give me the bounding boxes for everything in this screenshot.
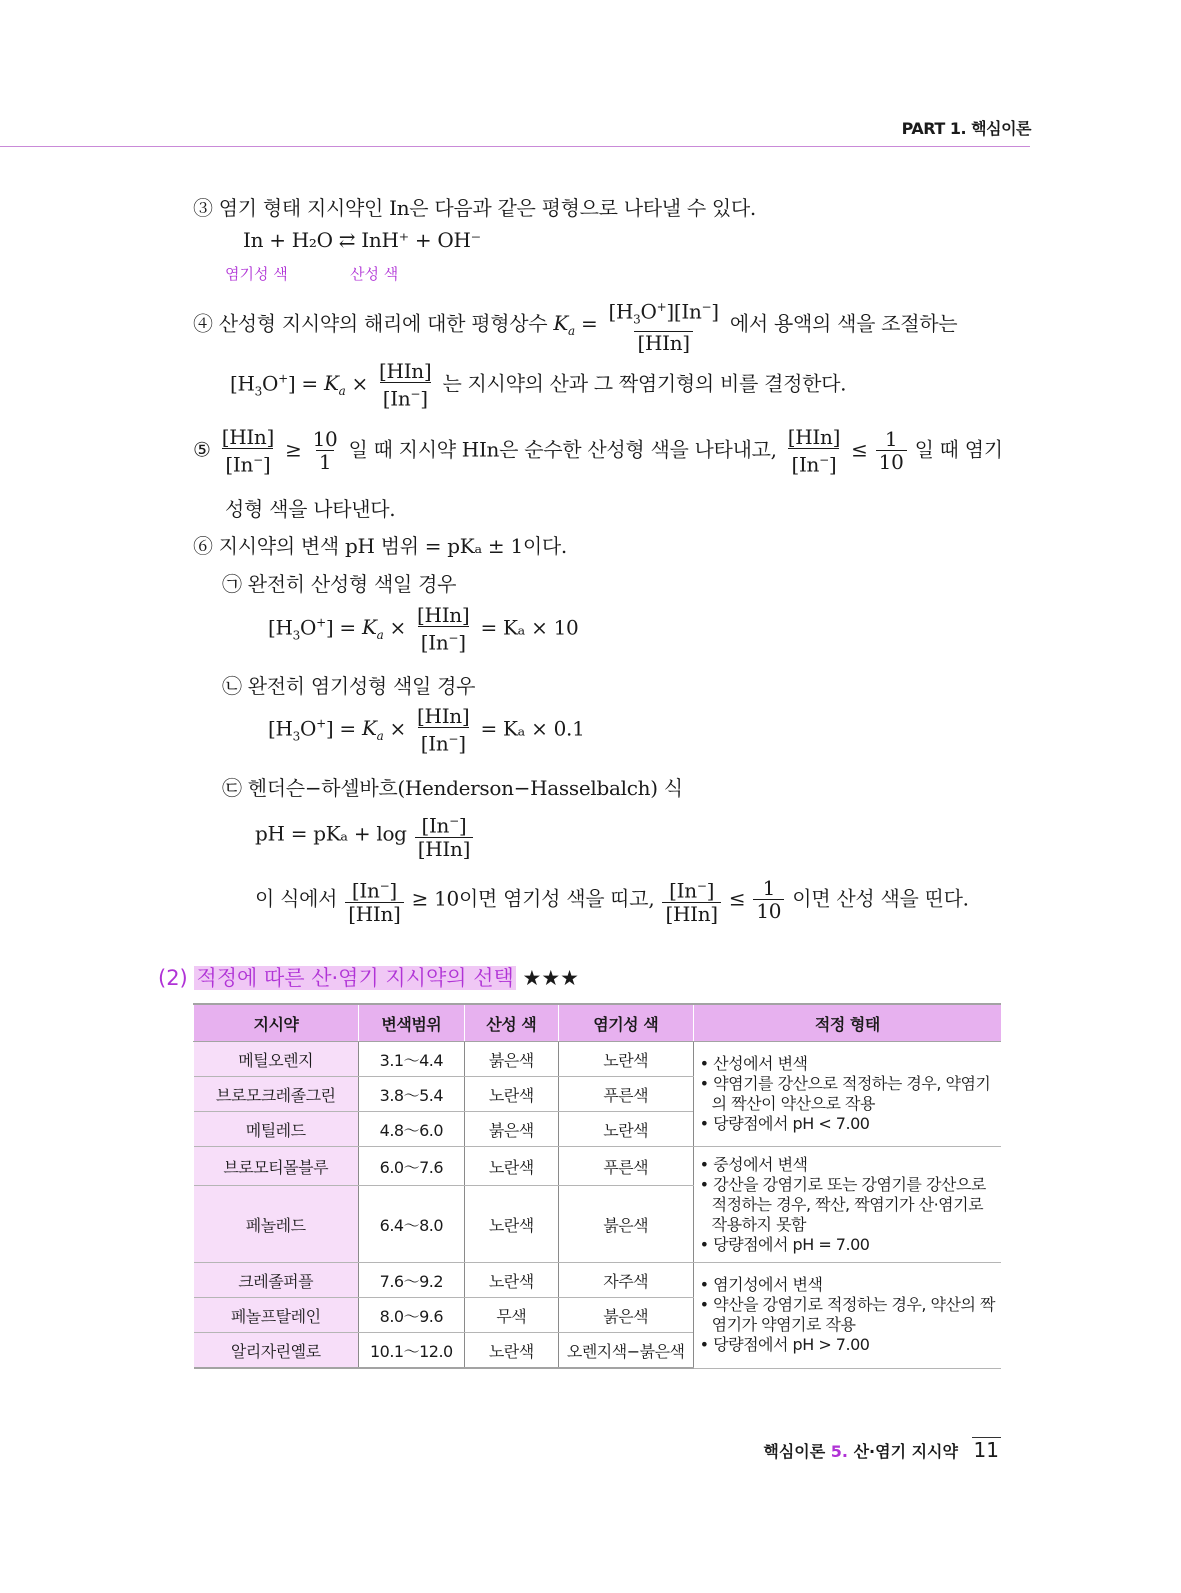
item-6b-tail: = Kₐ × 0.1 [480,716,585,741]
item-6a-title: ㉠ 완전히 산성형 색일 경우 [222,572,457,596]
item-4-prefix: ④ 산성형 지시약의 해리에 대한 평형상수 [193,311,548,336]
transition-range: 6.4～8.0 [358,1186,464,1263]
table-header: 지시약 [194,1004,359,1042]
header-prefix: PART 1. [901,119,967,138]
header-main: 핵심이론 [971,119,1031,138]
transition-range: 4.8～6.0 [358,1112,464,1147]
indicator-name: 페놀레드 [194,1186,359,1263]
ka-fraction: $\frac{[H_3O^+][In^-]}{\text{[HIn]}}$ [608,299,719,355]
footer-number: 5. [830,1442,848,1461]
acid-color: 무색 [464,1298,558,1333]
item-4b-suffix: 는 지시약의 산과 그 짝염기형의 비를 결정한다. [442,371,847,396]
base-color: 붉은색 [558,1298,693,1333]
item-5-text2: 일 때 염기 [914,437,1003,462]
desc-line: • 중성에서 변색 [699,1154,808,1174]
item-4b-line: $[H_3O^+] = K_a$ × $\frac{\text{[HIn]}}{[In^-]}$ 는 지시약의 산과 그 짝염기형의 비를 결정한다. [230,359,847,411]
desc-line: • 약염기를 강산으로 적정하는 경우, 약염기의 짝산이 약산으로 작용 [699,1074,991,1113]
indicator-name: 페놀프탈레인 [194,1298,359,1333]
titration-type [693,1042,1001,1147]
item-3-equation: In + H₂O ⇄ InH⁺ + OH⁻ [243,228,481,252]
henderson-conclusion: 이 식에서 $\frac{[In^-]}{\text{[HIn]}}$ ≥ 10이면 염기성 색을 띠고, $\frac{[In^-]}{\text{[HIn]}}$ ≤ $\frac{1}{10}$ 이면 산성 색을 띤다. [255,876,969,926]
base-color: 노란색 [558,1042,693,1077]
indicator-name: 크레졸퍼플 [194,1263,359,1298]
transition-range: 10.1～12.0 [358,1333,464,1369]
titration-type [693,1147,1001,1263]
acid-color: 붉은색 [464,1042,558,1077]
desc-line: • 당량점에서 pH = 7.00 [699,1234,870,1254]
item-4-suffix: 에서 용액의 색을 조절하는 [729,311,958,336]
transition-range: 3.8～5.4 [358,1077,464,1112]
table-header-row [194,1004,1002,1042]
acid-color: 붉은색 [464,1112,558,1147]
conclusion-prefix: 이 식에서 [255,886,338,911]
acid-color: 노란색 [464,1263,558,1298]
acid-color: 노란색 [464,1333,558,1369]
conclusion-mid: ≥ 10이면 염기성 색을 띠고, [411,886,655,911]
desc-line: • 산성에서 변색 [699,1054,808,1073]
transition-range: 6.0～7.6 [358,1147,464,1186]
section-heading [158,962,579,992]
acid-color-label: 산성 색 [350,265,399,283]
conclusion-end: 이면 산성 색을 띤다. [792,886,969,911]
table-header: 변색범위 [358,1004,464,1042]
desc-line: • 염기성에서 변색 [699,1275,823,1295]
item-6c-title: ㉢ 헨더슨−하셀바흐(Henderson−Hasselbalch) 식 [222,776,683,800]
transition-range: 8.0～9.6 [358,1298,464,1333]
running-header [902,116,1031,139]
section-number: (2) [158,966,188,990]
base-color-label: 염기성 색 [225,265,288,283]
header-divider [0,146,1030,147]
indicator-name: 메틸오렌지 [194,1042,359,1077]
footer-title: 산·염기 지시약 [853,1442,958,1461]
hin-in-fraction: $\frac{\text{[HIn]}}{[In^-]}$ [379,359,432,411]
desc-line: • 강산을 강염기로 또는 강염기를 강산으로 적정하는 경우, 짝산, 짝염기가 산·염기로 작용하지 못함 [699,1174,986,1234]
item-5-line: ⑤ $\frac{\text{[HIn]}}{[In^-]}$ ≥ $\frac{10}{1}$ 일 때 지시약 HIn은 순수한 산성형 색을 나타내고, $\frac{\text{[HIn]}}{[In^-]}$ ≤ $\frac{1}{10}$ 일 때 염기 [193,425,1003,477]
item-3-text: ③ 염기 형태 지시약인 In은 다음과 같은 평형으로 나타낼 수 있다. [193,196,756,220]
acid-color: 노란색 [464,1147,558,1186]
henderson-prefix: pH = pKₐ + log [255,821,407,846]
item-4-line: ④ 산성형 지시약의 해리에 대한 평형상수 $K_a$ = $\frac{[H_3O^+][In^-]}{\text{[HIn]}}$ 에서 용액의 색을 조절하는 [193,296,957,354]
item-5-continuation: 성형 색을 나타낸다. [225,497,396,521]
base-color: 자주색 [558,1263,693,1298]
item-5-text1: 일 때 지시약 HIn은 순수한 산성형 색을 나타내고, [348,437,777,462]
base-color: 푸른색 [558,1147,693,1186]
item-6-text: ⑥ 지시약의 변색 pH 범위 = pKₐ ± 1이다. [193,534,567,558]
henderson-equation: pH = pKₐ + log $\frac{[In^-]}{\text{[HIn]}}$ [255,810,475,860]
transition-range: 7.6～9.2 [358,1263,464,1298]
base-color: 노란색 [558,1112,693,1147]
table-header: 산성 색 [464,1004,558,1042]
indicator-table [193,1003,1001,1369]
section-stars: ★★★ [522,966,579,990]
page-number: 11 [973,1438,999,1462]
desc-line: • 약산을 강염기로 적정하는 경우, 약산의 짝염기가 약염기로 작용 [699,1295,995,1335]
table-row [194,1147,1002,1186]
table-row [194,1263,1002,1298]
base-color: 오렌지색−붉은색 [558,1333,693,1369]
desc-line: • 당량점에서 pH > 7.00 [699,1335,870,1355]
acid-color: 노란색 [464,1077,558,1112]
base-color: 붉은색 [558,1186,693,1263]
page-footer [763,1438,1001,1462]
indicator-name: 알리자린옐로 [194,1333,359,1369]
transition-range: 3.1～4.4 [358,1042,464,1077]
table-header: 염기성 색 [558,1004,693,1042]
item-6b-equation: $[H_3O^+] = K_a$ × $\frac{\text{[HIn]}}{[In^-]}$ = Kₐ × 0.1 [268,704,585,756]
item-6a-tail: = Kₐ × 10 [480,615,579,640]
section-title: 적정에 따른 산·염기 지시약의 선택 [196,966,514,990]
indicator-name: 메틸레드 [194,1112,359,1147]
table-header: 적정 형태 [693,1004,1001,1042]
table-row [194,1042,1002,1077]
indicator-name: 브로모티몰블루 [194,1147,359,1186]
item-6a-equation: $[H_3O^+] = K_a$ × $\frac{\text{[HIn]}}{[In^-]}$ = Kₐ × 10 [268,603,579,655]
desc-line: • 당량점에서 pH < 7.00 [699,1114,870,1133]
item-6b-title: ㉡ 완전히 염기성형 색일 경우 [222,674,476,698]
indicator-name: 브로모크레졸그린 [194,1077,359,1112]
footer-prefix: 핵심이론 [763,1442,826,1461]
base-color: 푸른색 [558,1077,693,1112]
titration-type [693,1263,1001,1369]
acid-color: 노란색 [464,1186,558,1263]
